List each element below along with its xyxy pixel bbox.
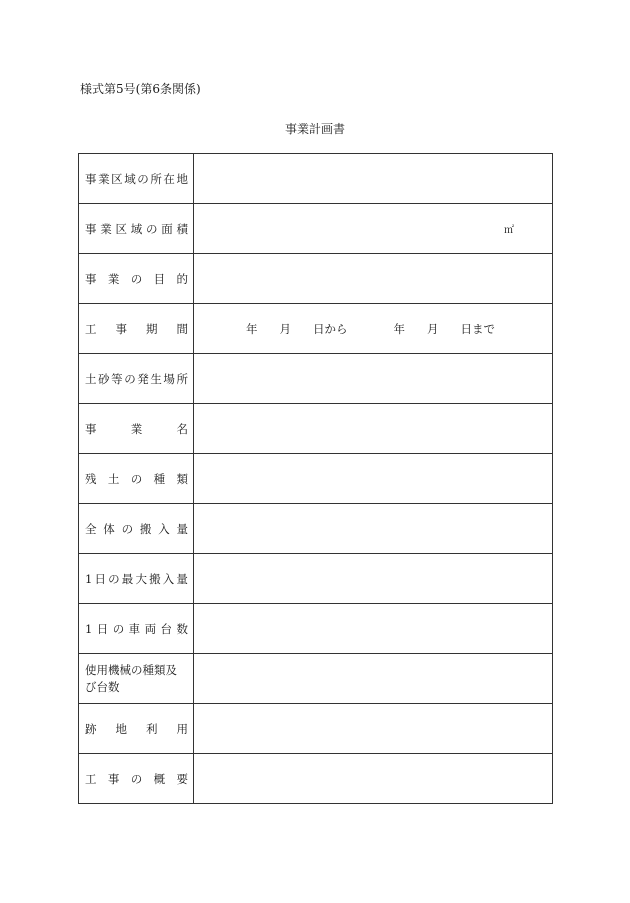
machinery-field[interactable] [194,654,553,704]
period-from-month: 月 [279,321,291,336]
table-row [79,654,553,704]
row-label: 土 砂 等 の 発 生 場 所 [85,371,188,386]
row-label-cell [79,754,194,804]
row-label: 残 土 の 種 類 [85,471,188,486]
work-summary-field[interactable] [194,754,553,804]
row-label: 1 日 の 最 大 搬 入 量 [85,571,188,586]
period-to-day: 日まで [460,321,495,336]
row-label-cell [79,604,194,654]
row-label-cell [79,154,194,204]
table-row [79,504,553,554]
site-reuse-field[interactable] [194,704,553,754]
business-plan-table [78,153,553,804]
row-label-cell [79,204,194,254]
purpose-field[interactable] [194,254,553,304]
soil-type-field[interactable] [194,454,553,504]
table-row [79,204,553,254]
table-row [79,704,553,754]
row-label: 事 業 区 域 の 所 在 地 [85,171,188,186]
document-title: 事業計画書 [284,122,345,136]
construction-period-field[interactable] [194,304,553,354]
table-row [79,604,553,654]
location-field[interactable] [194,154,553,204]
row-label-cell [79,454,194,504]
business-name-field[interactable] [194,404,553,454]
table-row [79,404,553,454]
row-label-cell [79,404,194,454]
period-from-day: 日から [313,321,348,336]
total-volume-field[interactable] [194,504,553,554]
period-from-year: 年 [246,321,258,336]
period-to-month: 月 [427,321,439,336]
daily-max-volume-field[interactable] [194,554,553,604]
area-field[interactable] [194,204,553,254]
table-row [79,254,553,304]
row-label-cell [79,554,194,604]
row-label: 全 体 の 搬 入 量 [85,521,188,536]
row-label-cell [79,254,194,304]
row-label: 工 事 の 概 要 [85,771,188,786]
table-row [79,554,553,604]
row-label: 事 業 区 域 の 面 積 [85,221,188,236]
form-number: 様式第5号(第6条関係) [80,82,201,96]
table-row [79,304,553,354]
row-label-cell [79,354,194,404]
table-row [79,454,553,504]
row-label: 使用機械の種類及び台数 [85,662,177,694]
row-label: 事 業 の 目 的 [85,271,188,286]
soil-origin-field[interactable] [194,354,553,404]
row-label-cell [79,304,194,354]
row-label: 事 業 名 [85,421,188,436]
row-label-cell [79,654,194,704]
table-row [79,154,553,204]
table-row [79,354,553,404]
table-row [79,754,553,804]
row-label-cell [79,504,194,554]
row-label: 工 事 期 間 [85,321,188,336]
daily-vehicle-count-field[interactable] [194,604,553,654]
row-label-cell [79,704,194,754]
row-label: 1 日 の 車 両 台 数 [85,621,188,636]
area-unit: ㎡ [504,225,514,236]
row-label: 跡 地 利 用 [85,721,188,736]
period-to-year: 年 [393,321,405,336]
